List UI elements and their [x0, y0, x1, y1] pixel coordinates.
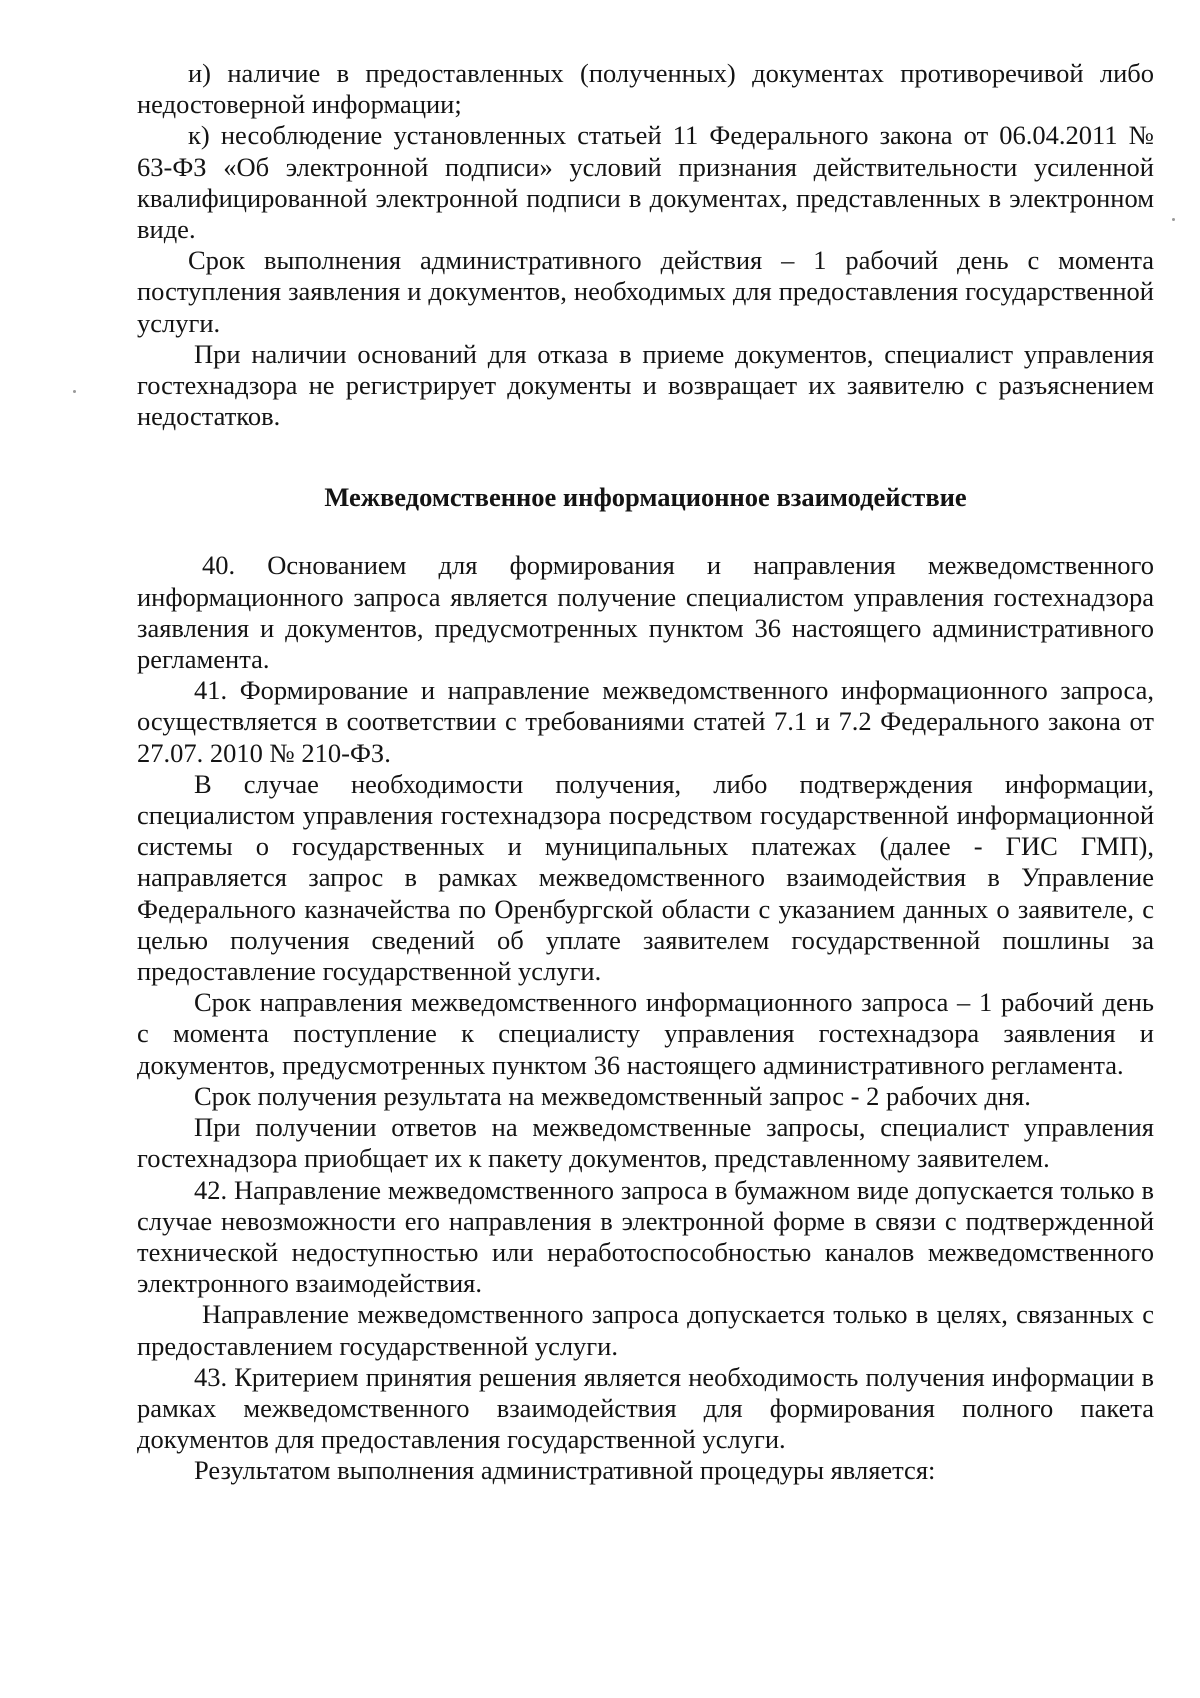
paragraph-gis-gmp: В случае необходимости получения, либо подтверждения информации, специалистом управления гостехнадзора посредством государственной информационной системы о государственных и муниципальных платежах (далее - ГИС ГМП), направляется запрос в рамках межведомственного взаимодействия в Управление Федерального казначейства по Оренбургской области с указанием данных о заявителе, с целью получения сведений об уплате заявителем государственной пошлины за предоставление государственной услуги.	[137, 768, 1154, 987]
scan-speck	[1172, 218, 1175, 221]
paragraph-42: 42. Направление межведомственного запроса в бумажном виде допускается только в случае невозможности его направления в электронной форме в связи с подтвержденной технической недоступностью или неработоспособностью каналов межведомственного электронного взаимодействия.	[137, 1174, 1154, 1299]
paragraph-item-k: к) несоблюдение установленных статьей 11 Федерального закона от 06.04.2011 № 63-ФЗ «Об электронной подписи» условий признания действительности усиленной квалифицированной электронной подписи в документах, представленных в электронном виде.	[137, 120, 1154, 245]
paragraph-40: 40. Основанием для формирования и направления межведомственного информационного запроса является получение специалистом управления гостехнадзора заявления и документов, предусмотренных пунктом 36 настоящего административного регламента.	[137, 550, 1154, 675]
paragraph-43: 43. Критерием принятия решения является необходимость получения информации в рамках межведомственного взаимодействия для формирования полного пакета документов для предоставления государственной услуги.	[137, 1361, 1154, 1455]
paragraph-request-deadline: Срок направления межведомственного информационного запроса – 1 рабочий день с момента поступление к специалисту управления гостехнадзора заявления и документов, предусмотренных пунктом 36 настоящего административного регламента.	[137, 987, 1154, 1080]
paragraph-item-i: и) наличие в предоставленных (полученных) документах противоречивой либо недостоверной информации;	[137, 58, 1154, 120]
paragraph-result-deadline: Срок получения результата на межведомственный запрос - 2 рабочих дня.	[194, 1080, 1031, 1111]
document-page	[137, 58, 1154, 1487]
paragraph-refusal-grounds: При наличии оснований для отказа в приеме документов, специалист управления гостехнадзора не регистрирует документы и возвращает их заявителю с разъяснением недостатков.	[137, 338, 1154, 432]
paragraph-41: 41. Формирование и направление межведомственного информационного запроса, осуществляется в соответствии с требованиями статей 7.1 и 7.2 Федерального закона от 27.07. 2010 № 210-ФЗ.	[137, 675, 1154, 768]
section-heading: Межведомственное информационное взаимодействие	[324, 482, 967, 513]
paragraph-deadline-action: Срок выполнения административного действия – 1 рабочий день с момента поступления заявления и документов, необходимых для предоставления государственной услуги.	[137, 245, 1154, 338]
scan-speck	[73, 390, 76, 393]
paragraph-responses: При получении ответов на межведомственные запросы, специалист управления гостехнадзора приобщает их к пакету документов, представленному заявителем.	[137, 1112, 1154, 1174]
paragraph-procedure-result: Результатом выполнения административной процедуры является:	[194, 1455, 936, 1486]
paragraph-paper-request: Направление межведомственного запроса допускается только в целях, связанных с предоставлением государственной услуги.	[137, 1299, 1154, 1361]
